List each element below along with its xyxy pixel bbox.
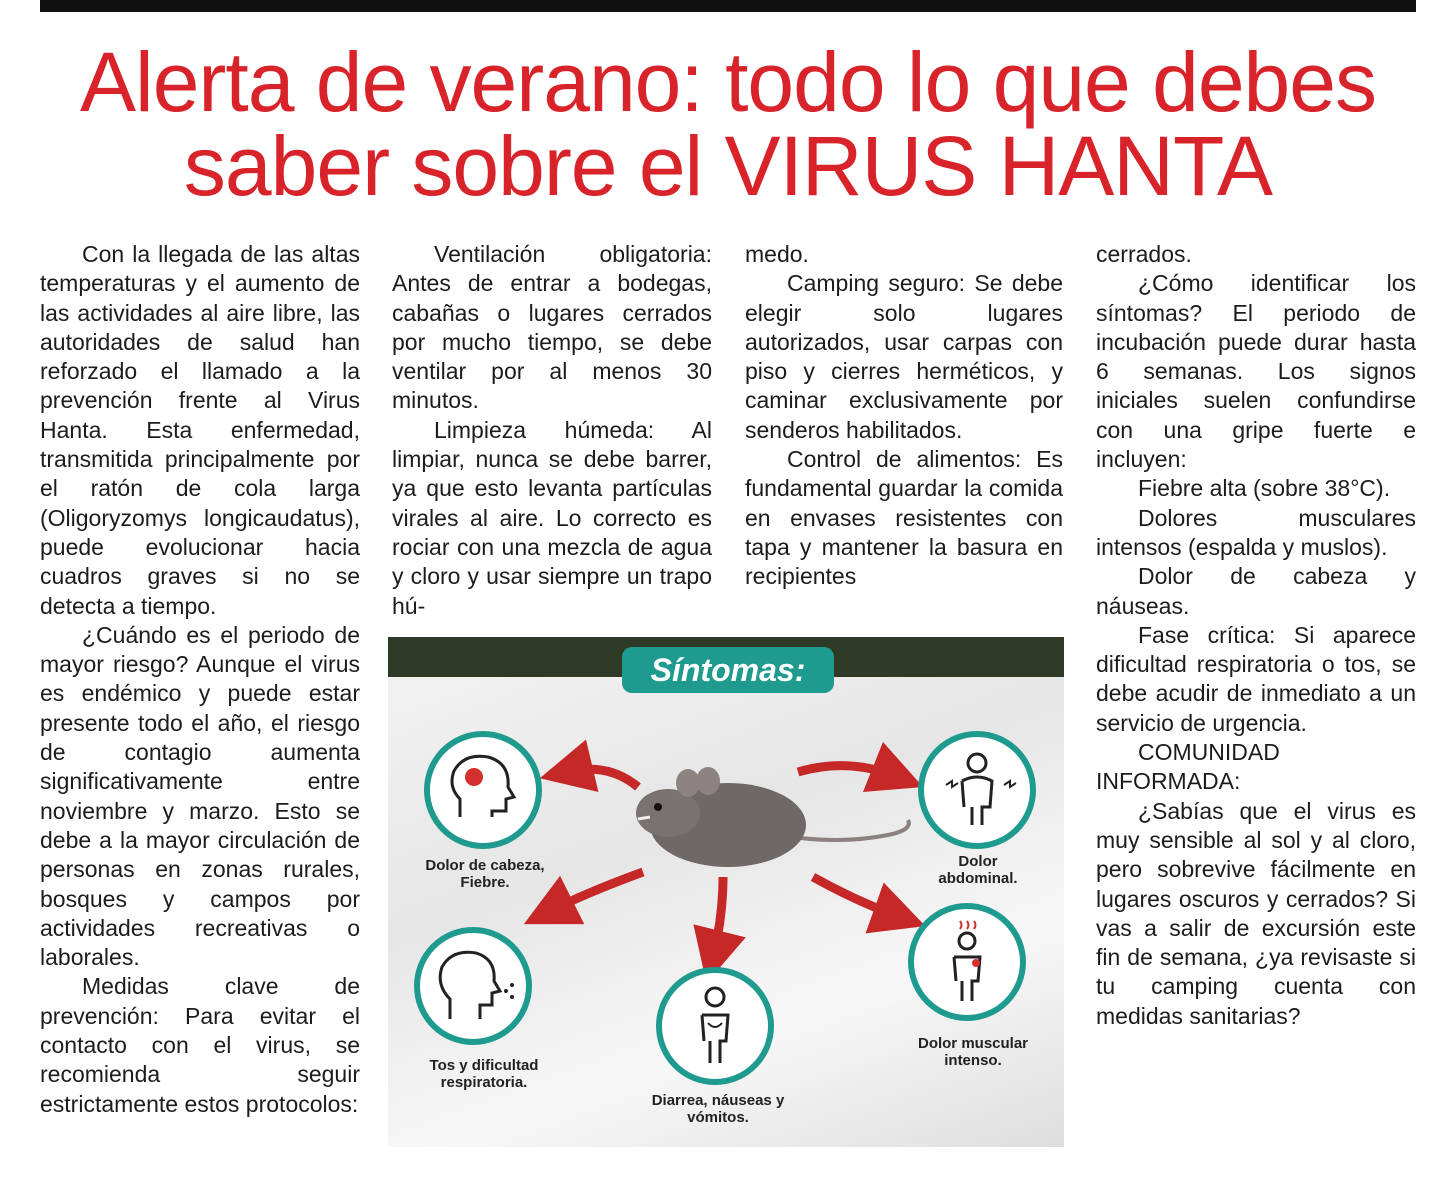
symptom-label-head: Dolor de cabeza, Fiebre.	[425, 857, 545, 891]
abdominal-pain-icon	[924, 737, 1030, 843]
muscle-pain-icon	[914, 909, 1020, 1015]
headline	[30, 35, 1426, 213]
symptom-label-diarrhea: Diarrea, náuseas y vómitos.	[651, 1092, 785, 1126]
paragraph: Dolor de cabeza y náuseas.	[1096, 563, 1416, 619]
paragraph: ¿Cómo identificar los síntomas? El periodo de incubación puede durar hasta 6 semanas. Los signos iniciales suelen confundirse con una gripe fuerte e incluyen:	[1096, 270, 1416, 473]
article-column-1	[40, 240, 360, 1119]
paragraph: Limpieza húmeda: Al limpiar, nunca se debe barrer, ya que esto levanta partículas virales al aire. Lo correcto es rociar con una mezcla de agua y cloro y usar siempre un trapo hú-	[392, 416, 712, 619]
head-fever-icon	[430, 737, 536, 843]
paragraph: medo.	[745, 241, 809, 267]
symptom-label-abdominal: Dolor abdominal.	[938, 853, 1018, 887]
paragraph: Dolores musculares intensos (espalda y muslos).	[1096, 504, 1416, 560]
mouse-icon	[628, 765, 918, 885]
paragraph: Fiebre alta (sobre 38°C).	[1138, 475, 1391, 502]
paragraph: cerrados.	[1096, 241, 1192, 267]
headline-line-2: saber sobre el VIRUS HANTA	[183, 119, 1273, 213]
paragraph: ¿Sabías que el virus es muy sensible al sol y al cloro, pero sobrevive fácilmente en lugares oscuros y cerrados? Si vas a salir de excursión este fin de semana, ¿ya revisaste si tu camping cuenta con medidas sanitarias?	[1096, 797, 1416, 1029]
muscle-pain-circle	[908, 903, 1026, 1021]
infographic-title: Síntomas:	[622, 647, 834, 693]
top-rule	[40, 0, 1416, 12]
paragraph: Medidas clave de prevención: Para evitar el contacto con el virus, se recomienda seguir estrictamente estos protocolos:	[40, 973, 360, 1117]
paragraph: Control de alimentos: Es fundamental guardar la comida en envases resistentes con tapa y mantener la basura en recipientes	[745, 446, 1063, 590]
paragraph: Fase crítica: Si aparece dificultad respiratoria o tos, se debe acudir de inmediato a un servicio de urgencia.	[1096, 621, 1416, 736]
paragraph: Camping seguro: Se debe elegir solo lugares autorizados, usar carpas con piso y cierres herméticos, y caminar exclusivamente por senderos habilitados.	[745, 270, 1063, 443]
article-column-4	[1096, 240, 1416, 1031]
article-column-3	[745, 240, 1063, 592]
article-column-2	[392, 240, 712, 621]
cough-circle	[414, 927, 532, 1045]
symptom-label-muscle: Dolor muscular intenso.	[917, 1035, 1029, 1069]
abdominal-circle	[918, 731, 1036, 849]
paragraph: Con la llegada de las altas temperaturas y el aumento de las actividades al aire libre, las autoridades de salud han reforzado el llamado a la prevención frente al Virus Hanta. Esta enfermedad, transmitida principalmente por el ratón de cola larga (Oligoryzomys longicaudatus), puede evolucionar hacia cuadros graves si no se detecta a tiempo.	[40, 241, 360, 619]
symptoms-infographic	[388, 637, 1064, 1147]
nausea-icon	[662, 973, 768, 1079]
arrow-to-diarrhea	[713, 877, 723, 957]
paragraph: ¿Cuándo es el periodo de mayor riesgo? Aunque el virus es endémico y puede estar presente todo el año, el riesgo de contagio aumenta significativamente entre noviembre y marzo. Esto se debe a la mayor circulación de personas en zonas rurales, bosques y campos por actividades recreativas o laborales.	[40, 621, 360, 971]
paragraph: Ventilación obligatoria: Antes de entrar a bodegas, cabañas o lugares cerrados por mucho tiempo, se debe ventilar por al menos 30 minutos.	[392, 241, 712, 414]
symptom-label-cough: Tos y dificultad respiratoria.	[429, 1057, 539, 1091]
paragraph: COMUNIDAD INFORMADA:	[1096, 739, 1280, 795]
headline-line-1: Alerta de verano: todo lo que debes	[80, 35, 1376, 129]
cough-icon	[420, 933, 526, 1039]
head-fever-circle	[424, 731, 542, 849]
diarrhea-circle	[656, 967, 774, 1085]
